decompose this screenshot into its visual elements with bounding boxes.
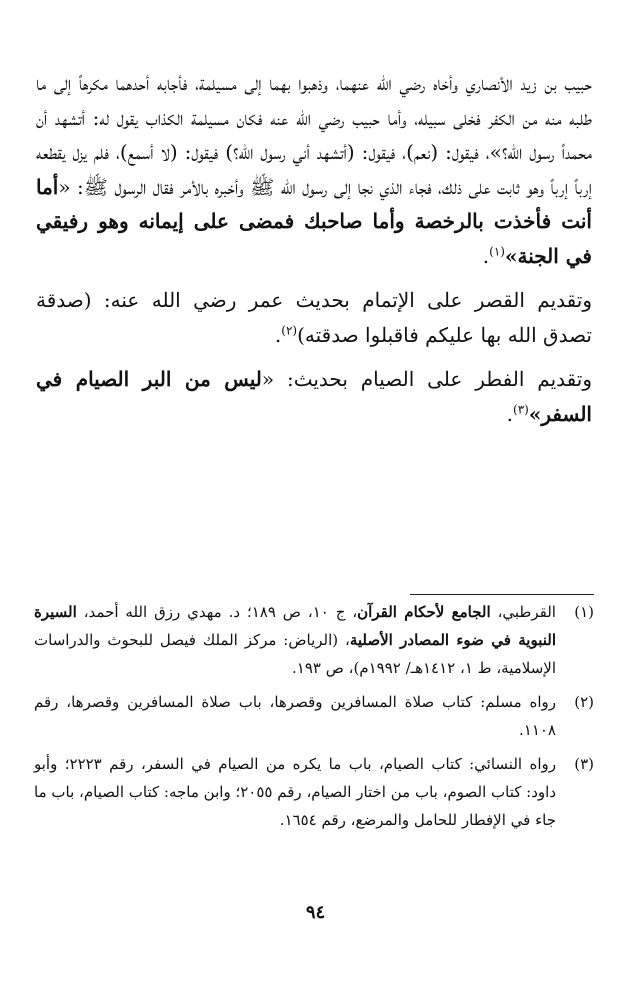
footnote-number: (١) bbox=[574, 603, 594, 621]
book-title: الجامع لأحكام القرآن bbox=[357, 603, 491, 621]
paragraph-3-end: . bbox=[506, 401, 514, 426]
footnote-separator bbox=[410, 594, 594, 595]
footnote-1 bbox=[34, 598, 594, 682]
footnote-text: رواه مسلم: كتاب صلاة المسافرين وقصرها، باب صلاة المسافرين وقصرها، رقم ١١٠٨. bbox=[34, 693, 556, 739]
footnote-ref-2: (٢) bbox=[281, 322, 298, 337]
paragraph-3-hadith: ليس من البر الصيام في السفر» bbox=[36, 367, 592, 426]
paragraph-2 bbox=[36, 283, 592, 352]
page-number: ٩٤ bbox=[305, 902, 326, 923]
paragraph-1-hadith: أما أنت فأخذت بالرخصة وأما صاحبك فمضى على إيمانه وهو رفيقي في الجنة» bbox=[36, 174, 592, 268]
footnote-text: رواه النسائي: كتاب الصيام، باب ما يكره من الصيام في السفر، رقم ٢٢٢٣؛ وأبو داود: كتاب الصوم، باب من اختار الصيام، رقم ٢٠٥٥؛ وابن ماجه: كتاب الصيام، باب ما جاء في الإفطار للحامل والمرضع، رقم ١٦٥٤. bbox=[34, 755, 557, 829]
paragraph-2-text: وتقديم القصر على الإتمام بحديث عمر رضي الله عنه: (صدقة تصدق الله بها عليكم فاقبلوا صدقته) bbox=[36, 288, 592, 347]
footnote-number: (٢) bbox=[574, 693, 594, 711]
footnote-ref-3: (٣) bbox=[513, 401, 529, 416]
main-text bbox=[36, 66, 592, 431]
footnote-2 bbox=[34, 688, 594, 744]
footnotes bbox=[34, 598, 594, 840]
paragraph-1 bbox=[36, 66, 592, 273]
paragraph-3-text: وتقديم الفطر على الصيام بحديث: « bbox=[261, 367, 592, 391]
footnote-number: (٣) bbox=[574, 755, 594, 773]
book-title: السيرة النبوية في ضوء المصادر الأصلية bbox=[34, 603, 557, 649]
footnote-3 bbox=[34, 750, 594, 834]
footnote-text: القرطبي، الجامع لأحكام القرآن، ج ١٠، ص ١٨٩؛ د. مهدي رزق الله أحمد، السيرة النبوية في ضوء المصادر الأصلية، (الرياض: مركز الملك فيصل للبحوث والدراسات الإسلامية، ط ١، ١٤١٢هـ/ ١٩٩٢م)، ص ١٩٣. bbox=[34, 603, 557, 677]
paragraph-3 bbox=[36, 362, 592, 431]
paragraph-2-end: . bbox=[274, 322, 282, 347]
paragraph-1-text: حبيب بن زيد الأنصاري وأخاه رضي الله عنهما، وذهبوا بهما إلى مسيلمة، فأجابه أحدهما مكرهاً إلى ما طلبه منه من الكفر فخلى سبيله، وأما حبيب رضي الله عنه فكان مسيلمة الكذاب يقول له: أتشهد أن محمداً رسول الله؟»، فيقول: (نعم)، فيقول: (أتشهد أني رسول الله؟) فيقول: (لا أسمع)، فلم يزل يقطعه إرباً إرباً وهو ثابت على ذلك، فجاء الذي نجا إلى رسول الله ﷺ وأخبره بالأمر فقال الرسول ﷺ: « bbox=[36, 71, 592, 199]
footnote-ref-1: (١) bbox=[489, 243, 505, 258]
paragraph-1-end: . bbox=[482, 243, 490, 268]
